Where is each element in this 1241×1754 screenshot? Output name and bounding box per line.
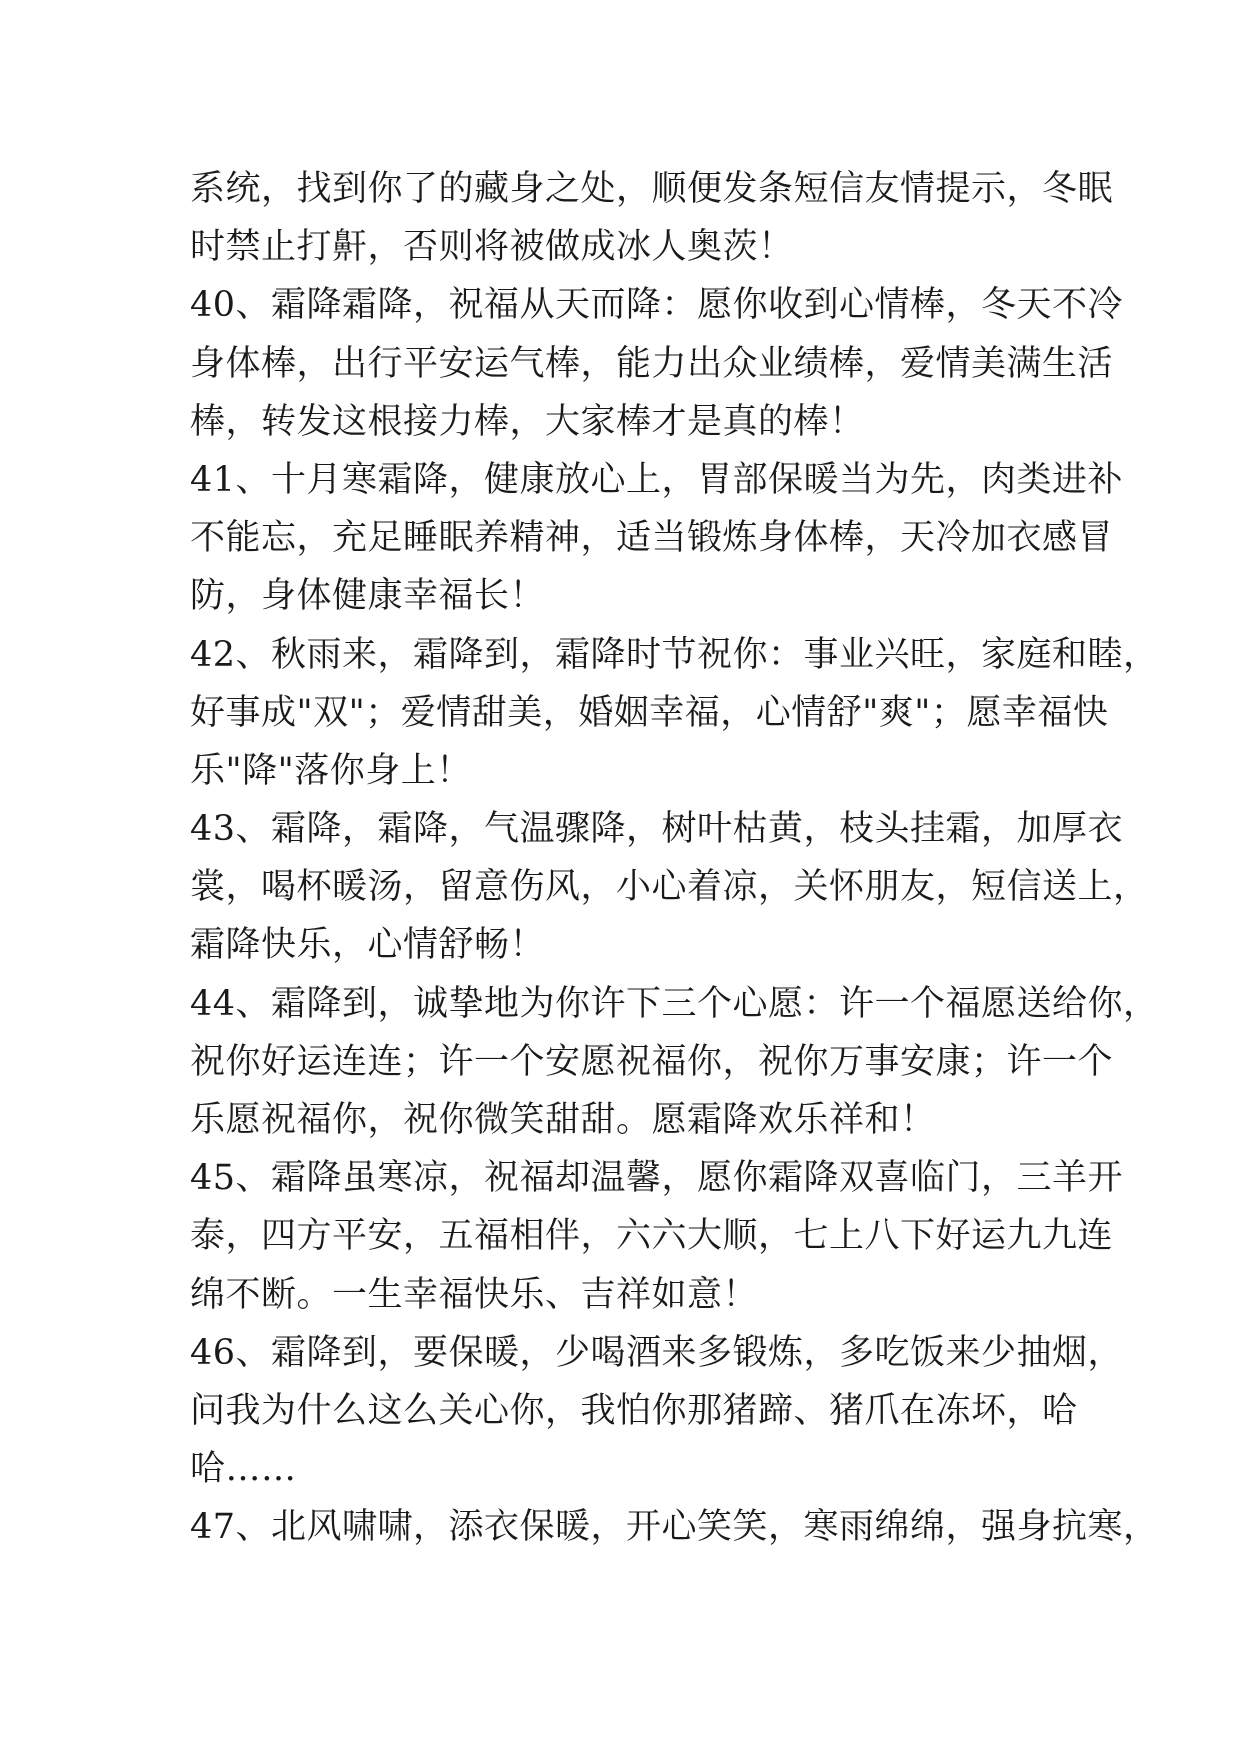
text-line: 祝你好运连连；许一个安愿祝福你，祝你万事安康；许一个 <box>190 1041 1114 1082</box>
text-line: 绵不断。一生幸福快乐、吉祥如意！ <box>190 1274 759 1315</box>
text-line: 好事成"双"；爱情甜美，婚姻幸福，心情舒"爽"；愿幸福快 <box>190 692 1109 733</box>
text-line: 身体棒，出行平安运气棒，能力出众业绩棒，爱情美满生活 <box>190 343 1114 384</box>
text-line: 乐愿祝福你，祝你微笑甜甜。愿霜降欢乐祥和！ <box>190 1100 936 1140</box>
text-line: 泰，四方平安，五福相伴，六六大顺，七上八下好运九九连 <box>190 1216 1114 1257</box>
text-line: 问我为什么这么关心你，我怕你那猪蹄、猪爪在冻坏，哈 <box>190 1390 1078 1431</box>
text-line: 45、霜降虽寒凉，祝福却温馨，愿你霜降双喜临门，三羊开 <box>190 1158 1124 1199</box>
text-line: 乐"降"落你身上！ <box>190 750 472 791</box>
text-line: 41、十月寒霜降，健康放心上，胃部保暖当为先，肉类进补 <box>190 459 1124 500</box>
text-line: 43、霜降，霜降，气温骤降，树叶枯黄，枝头挂霜，加厚衣 <box>190 809 1124 850</box>
text-line: 霜降快乐，心情舒畅！ <box>190 925 546 966</box>
document-body <box>190 160 1159 1557</box>
text-line: 47、北风啸啸，添衣保暖，开心笑笑，寒雨绵绵，强身抗寒， <box>190 1507 1159 1548</box>
text-line: 系统，找到你了的藏身之处，顺便发条短信友情提示，冬眠 <box>190 169 1114 209</box>
text-line: 哈…… <box>190 1449 297 1490</box>
text-line: 不能忘，充足睡眠养精神，适当锻炼身体棒，天冷加衣感冒 <box>190 518 1114 559</box>
text-line: 42、秋雨来，霜降到，霜降时节祝你：事业兴旺，家庭和睦， <box>190 634 1159 675</box>
text-line: 时禁止打鼾，否则将被做成冰人奥茨！ <box>190 227 794 268</box>
text-line: 40、霜降霜降，祝福从天而降：愿你收到心情棒，冬天不冷 <box>190 285 1124 326</box>
text-line: 棒，转发这根接力棒，大家棒才是真的棒！ <box>190 401 865 442</box>
text-line: 44、霜降到，诚挚地为你许下三个心愿：许一个福愿送给你， <box>190 983 1159 1024</box>
text-line: 裳，喝杯暖汤，留意伤风，小心着凉，关怀朋友，短信送上， <box>190 867 1149 908</box>
text-line: 46、霜降到，要保暖，少喝酒来多锻炼，多吃饭来少抽烟， <box>190 1332 1124 1373</box>
text-line: 防，身体健康幸福长！ <box>190 576 546 617</box>
